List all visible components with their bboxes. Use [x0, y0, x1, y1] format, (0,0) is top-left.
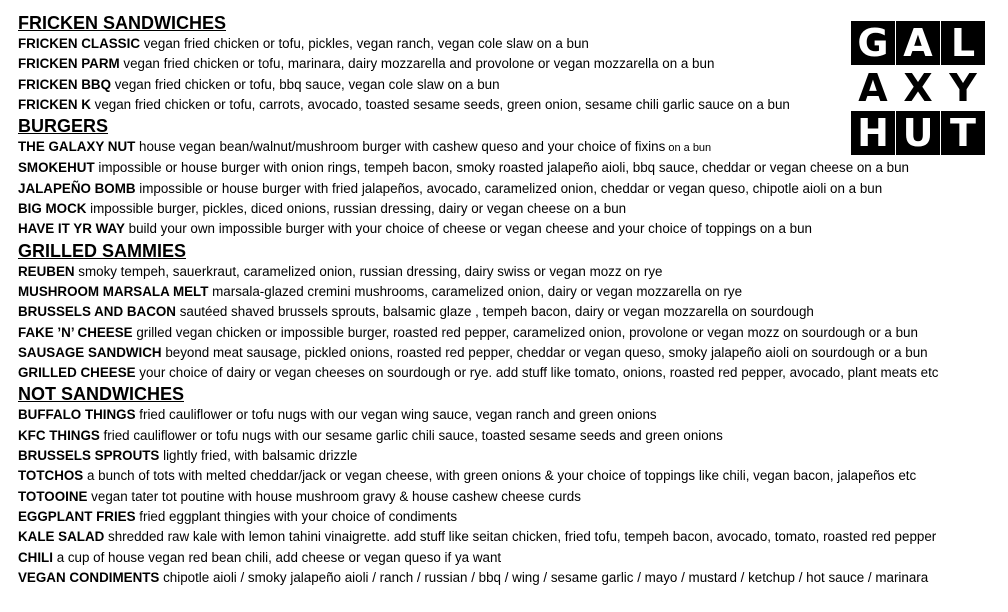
item-description: vegan fried chicken or tofu, marinara, dairy mozzarella and provolone or vegan mozzarella on a bun	[119, 56, 715, 72]
item-name: JALAPEÑO BOMB	[18, 180, 136, 196]
item-description: grilled vegan chicken or impossible burger, roasted red pepper, caramelized onion, provolone or vegan mozz on sourdough or a bun	[132, 324, 918, 340]
item-name: FAKE ’N’ CHEESE	[18, 324, 133, 340]
item-name: BRUSSELS AND BACON	[18, 304, 176, 320]
item-description-small: on a bun	[665, 142, 712, 155]
item-description: beyond meat sausage, pickled onions, roasted red pepper, cheddar or vegan queso, smoky jalapeño aioli on sourdough or a bun	[161, 344, 928, 360]
menu-item	[18, 568, 1003, 588]
item-description: vegan fried chicken or tofu, carrots, avocado, toasted sesame seeds, green onion, sesame chili garlic sauce on a bun	[90, 96, 790, 112]
item-description: vegan tater tot poutine with house mushroom gravy & house cashew cheese curds	[87, 488, 581, 504]
item-description: a cup of house vegan red bean chili, add cheese or vegan queso if ya want	[52, 549, 502, 565]
item-name: HAVE IT YR WAY	[18, 221, 125, 237]
item-name: KALE SALAD	[18, 529, 105, 545]
item-name: EGGPLANT FRIES	[18, 508, 136, 524]
menu-item	[18, 179, 1003, 199]
item-name: MUSHROOM MARSALA MELT	[18, 283, 209, 299]
item-description: fried cauliflower or tofu nugs with our vegan wing sauce, vegan ranch and green onions	[135, 407, 657, 423]
item-name: SAUSAGE SANDWICH	[18, 344, 162, 360]
item-name: TOTOOINE	[18, 488, 88, 504]
item-name: BRUSSELS SPROUTS	[18, 448, 160, 464]
menu-item	[18, 158, 1003, 178]
menu-item	[18, 363, 1003, 383]
section-title-grilled-sammies: GRILLED SAMMIES	[18, 240, 187, 261]
logo-letter: H	[851, 111, 895, 155]
item-description: lightly fried, with balsamic drizzle	[159, 448, 358, 464]
item-name: THE GALAXY NUT	[18, 139, 136, 155]
item-name: BUFFALO THINGS	[18, 407, 136, 423]
logo-letter: X	[896, 66, 940, 110]
logo-letter: G	[851, 21, 895, 65]
item-description: vegan fried chicken or tofu, bbq sauce, vegan cole slaw on a bun	[111, 76, 500, 92]
item-description: a bunch of tots with melted cheddar/jack or vegan cheese, with green onions & your choice of toppings like chili, vegan bacon, jalapeños etc	[83, 468, 917, 484]
menu	[18, 12, 1003, 588]
item-description: sautéed shaved brussels sprouts, balsamic glaze , tempeh bacon, dairy or vegan mozzarella on sourdough	[175, 304, 814, 320]
menu-item	[18, 527, 1003, 547]
item-description: shredded raw kale with lemon tahini vinaigrette. add stuff like seitan chicken, fried tofu, tempeh bacon, avocado, tomato, roasted red pepper	[104, 529, 937, 545]
menu-item	[18, 507, 1003, 527]
item-name: SMOKEHUT	[18, 160, 95, 176]
logo-letter: A	[851, 66, 895, 110]
item-description: impossible or house burger with onion rings, tempeh bacon, smoky roasted jalapeño aioli, bbq sauce, cheddar or vegan cheese on a bun	[94, 160, 909, 176]
item-name: BIG MOCK	[18, 201, 87, 217]
item-name: REUBEN	[18, 263, 75, 279]
item-name: CHILI	[18, 549, 53, 565]
logo-letter: A	[896, 21, 940, 65]
item-description: house vegan bean/walnut/mushroom burger with cashew queso and your choice of fixins	[135, 139, 666, 155]
item-name: FRICKEN K	[18, 96, 91, 112]
menu-item	[18, 426, 1003, 446]
section-title-burgers: BURGERS	[18, 116, 109, 137]
item-name: TOTCHOS	[18, 468, 84, 484]
item-name: FRICKEN PARM	[18, 56, 120, 72]
menu-item	[18, 302, 1003, 322]
menu-item	[18, 54, 1003, 74]
section-title-fricken-sandwiches: FRICKEN SANDWICHES	[18, 13, 227, 33]
item-name: KFC THINGS	[18, 427, 100, 443]
menu-item	[18, 75, 1003, 95]
item-description: your choice of dairy or vegan cheeses on sourdough or rye. add stuff like tomato, onions, roasted red pepper, avocado, plant meats etc	[135, 365, 939, 381]
menu-item	[18, 466, 1003, 486]
menu-item	[18, 405, 1003, 425]
item-name: FRICKEN CLASSIC	[18, 36, 141, 51]
menu-item	[18, 487, 1003, 507]
menu-item	[18, 137, 1003, 158]
section-title-not-sandwiches: NOT SANDWICHES	[18, 384, 184, 405]
item-description: impossible or house burger with fried jalapeños, avocado, caramelized onion, cheddar or vegan queso, chipotle aioli on a bun	[135, 180, 883, 196]
logo-letter: T	[941, 111, 985, 155]
menu-item	[18, 219, 1003, 239]
item-name: GRILLED CHEESE	[18, 365, 136, 381]
item-description: build your own impossible burger with your choice of cheese or vegan cheese and your choice of toppings on a bun	[124, 221, 812, 237]
menu-item	[18, 34, 1003, 54]
item-description: chipotle aioli / smoky jalapeño aioli / ranch / russian / bbq / wing / sesame garlic / mayo / mustard / ketchup / hot sauce / marinara	[159, 569, 929, 585]
menu-item	[18, 323, 1003, 343]
item-description: fried eggplant thingies with your choice of condiments	[135, 508, 458, 524]
item-description: vegan fried chicken or tofu, pickles, vegan ranch, vegan cole slaw on a bun	[140, 36, 589, 51]
item-name: FRICKEN BBQ	[18, 76, 111, 92]
menu-item	[18, 262, 1003, 282]
menu-item	[18, 95, 1003, 115]
menu-item	[18, 282, 1003, 302]
item-description: smoky tempeh, sauerkraut, caramelized onion, russian dressing, dairy swiss or vegan mozz on rye	[74, 263, 663, 279]
menu-item	[18, 446, 1003, 466]
item-description: fried cauliflower or tofu nugs with our sesame garlic chili sauce, toasted sesame seeds and green onions	[99, 427, 723, 443]
menu-item	[18, 343, 1003, 363]
logo-letter: L	[941, 21, 985, 65]
item-description: impossible burger, pickles, diced onions, russian dressing, dairy or vegan cheese on a bun	[86, 201, 627, 217]
menu-item	[18, 199, 1003, 219]
logo-letter: U	[896, 111, 940, 155]
logo-letter: Y	[941, 66, 985, 110]
item-description: marsala-glazed cremini mushrooms, caramelized onion, dairy or vegan mozzarella on rye	[208, 283, 743, 299]
menu-item	[18, 548, 1003, 568]
item-name: VEGAN CONDIMENTS	[18, 569, 160, 585]
